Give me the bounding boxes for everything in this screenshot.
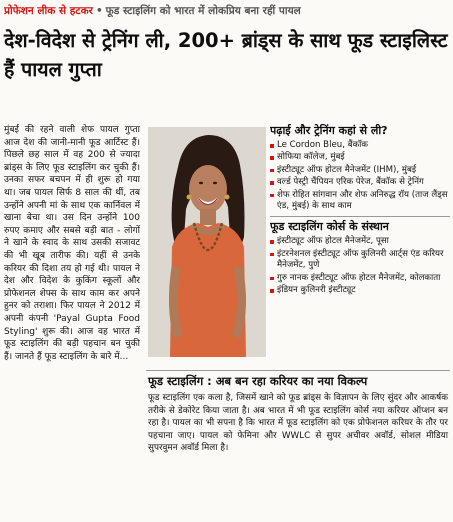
list-item: इंटरनेशनल इंस्टीट्यूट ऑफ कुलिनरी आर्ट्स एंड करियर मैनेजमेंट, पुणे (270, 249, 450, 272)
list-item: गुरु नानक इंस्टीट्यूट ऑफ होटल मैनेजमेंट, कोलकाता (270, 273, 450, 284)
career-body: फूड स्टाइलिंग एक कला है, जिसमें खाने को फूड ब्रांड्स के विज्ञापन के लिए सुंदर और आकर्षक तरीके से डेकोरेट किया जाता है। अब भारत में भी फूड स्टाइलिंग कोर्स नया करियर ऑप्शन बन रहा है। पायल का भी सपना है कि भारत में फूड स्टाइलिंग को एक प्रोफेशनल करियर के तौर पर पहचाना जाए। पायल को फेमिना और WWLC से सुपर अचीवर अवॉर्ड, सोशल मीडिया सुपरवुमन अवॉर्ड मिला है। (148, 393, 448, 454)
list-item: शेफ रोहित सांगवान और शेफ अनिरुद्ध रॉय (ताज लैंड्स एंड, मुंबई) के साथ काम (270, 190, 450, 213)
career-heading: फूड स्टाइलिंग : अब बन रहा करियर का नया विकल्प (148, 374, 368, 388)
sidebar-info (270, 124, 450, 364)
training-list (270, 140, 450, 212)
list-item: इंडियन कुलिनरी इंस्टीट्यूट (270, 285, 450, 296)
list-item: सोफिया कॉलेज, मुंबई (270, 152, 450, 163)
list-item: Le Cordon Bleu, बैंकॉक (270, 140, 450, 151)
portrait-photo (148, 127, 266, 357)
list-item: इंस्टीट्यूट ऑफ होटल मैनेजमेंट (IHM), मुंबई (270, 165, 450, 176)
institutes-list (270, 236, 450, 296)
training-heading: पढ़ाई और ट्रेनिंग कहां से ली? (270, 124, 388, 137)
article-body: मुंबई की रहने वाली शेफ पायल गुप्ता आज देश की जानी-मानी फूड आर्टिस्ट हैं। पिछले छह साल में वह 200 से ज्यादा ब्रांड्स के लिए फूड स्टाइलिंग कर चुकी हैं। उनका सफर बचपन में ही शुरू हो गया था। जब पायल सिर्फ 8 साल की थीं, तब उन्होंने अपनी मां के साथ एक कार्निवल में खाना बेचा था। उस दिन उन्होंने 100 रुपए कमाए और सबसे बड़ी बात - लोगों ने खाने के स्वाद के साथ उसकी सजावट की भी खूब तारीफ की। यहीं से उनके करियर की दिशा तय हो गई थी। पायल ने देश और विदेश के कुकिंग स्कूलों और प्रोफेशनल शेफ्स के साथ काम कर अपने हुनर को तराशा। फिर पायल ने 2012 में अपनी कंपनी 'Payal Gupta Food Styling' शुरू की। आज वह भारत में फूड स्टाइलिंग की बड़ी पहचान बन चुकी हैं। जानते हैं फूड स्टाइलिंग के बारे में... (4, 125, 140, 362)
list-item: वर्ल्ड पेस्ट्री चैंपियन एरिक पेरेज, बैंकॉक से ट्रेनिंग (270, 177, 450, 188)
institutes-heading: फूड स्टाइलिंग कोर्स के संस्थान (270, 216, 450, 234)
headline: देश-विदेश से ट्रेनिंग ली, 200+ ब्रांड्स के साथ फूड स्टाइलिस्ट हैं पायल गुप्ता (4, 29, 448, 81)
list-item: इंस्टीट्यूट ऑफ होटल मैनेजमेंट, पूसा (270, 236, 450, 247)
kicker-line (4, 4, 449, 20)
kicker-section-label: प्रोफेशन लीक से हटकर (4, 5, 93, 17)
kicker-bullet: • (95, 5, 103, 17)
career-section (146, 370, 450, 519)
kicker-subtitle: फूड स्टाइलिंग को भारत में लोकप्रिय बना रहीं पायल (105, 5, 301, 17)
